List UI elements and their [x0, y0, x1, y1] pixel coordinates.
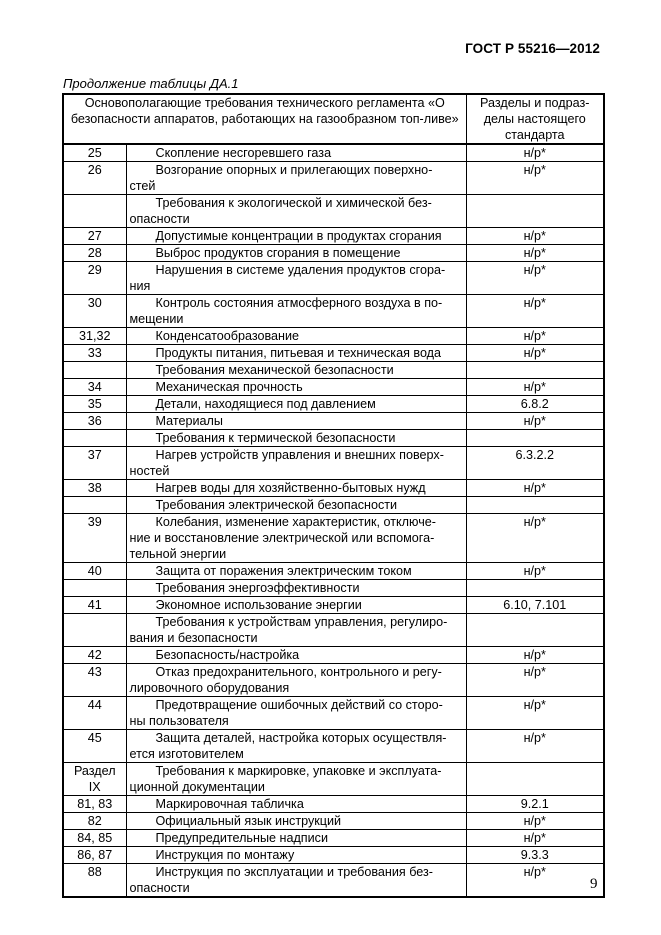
requirement-line: [130, 379, 463, 395]
clause-number: [63, 597, 126, 614]
requirement-line-text: Требования к термической безопасности: [155, 431, 396, 445]
table-row: [63, 514, 604, 563]
requirement-line: [130, 245, 463, 261]
standard-section-ref: 6.8.2: [466, 396, 604, 413]
clause-number: [63, 647, 126, 664]
requirement-line-text: Требования к экологической и химической без-: [155, 196, 432, 210]
table-row: [63, 480, 604, 497]
table-row: [63, 813, 604, 830]
clause-number: [63, 847, 126, 864]
standard-section-ref: [466, 430, 604, 447]
standard-section-ref: н/р*: [466, 413, 604, 430]
standard-section-ref: н/р*: [466, 730, 604, 763]
table-row: [63, 262, 604, 295]
requirement-line-text: Колебания, изменение характеристик, отключе-: [155, 515, 436, 529]
requirement-line: [130, 647, 463, 663]
table-row: [63, 362, 604, 379]
table-row: [63, 295, 604, 328]
clause-number-text: 26: [87, 163, 102, 177]
page-number: 9: [590, 876, 598, 892]
requirement-line: [130, 614, 463, 630]
table-row: [63, 345, 604, 362]
requirement-line: [130, 345, 463, 361]
clause-number-text: 37: [87, 448, 102, 462]
table-row: [63, 697, 604, 730]
requirement-line-text: Официальный язык инструкций: [155, 814, 342, 828]
table-row: [63, 195, 604, 228]
clause-number: [63, 195, 126, 228]
requirement-line-text: Детали, находящиеся под давлением: [155, 397, 376, 411]
standard-section-ref: 9.2.1: [466, 796, 604, 813]
standard-section-ref: н/р*: [466, 697, 604, 730]
requirement-line: ностей: [129, 464, 170, 478]
requirement-line-text: Конденсатообразование: [155, 329, 300, 343]
document-id: ГОСТ Р 55216—2012: [465, 41, 600, 56]
requirement-line-text: Требования к устройствам управления, регулиро-: [155, 615, 448, 629]
clause-number: [63, 379, 126, 396]
requirement-text: [126, 245, 466, 262]
requirement-text: [126, 847, 466, 864]
table-row: [63, 228, 604, 245]
table-row: [63, 647, 604, 664]
clause-number: [63, 664, 126, 697]
table-row: [63, 379, 604, 396]
requirement-line: [130, 730, 463, 746]
table-row: [63, 763, 604, 796]
requirement-line: [130, 396, 463, 412]
standard-section-ref: [466, 763, 604, 796]
standard-section-ref: н/р*: [466, 514, 604, 563]
table-row: [63, 730, 604, 763]
requirement-line: [130, 413, 463, 429]
requirement-line-text: Требования энергоэффективности: [155, 581, 360, 595]
standard-section-ref: н/р*: [466, 262, 604, 295]
clause-number-text: 81, 83: [77, 797, 113, 811]
clause-number: [63, 614, 126, 647]
requirement-text: [126, 647, 466, 664]
standard-section-ref: н/р*: [466, 813, 604, 830]
standard-section-ref: н/р*: [466, 162, 604, 195]
requirement-text: [126, 664, 466, 697]
requirement-line-text: Материалы: [155, 414, 223, 428]
table-row: [63, 497, 604, 514]
standard-section-ref: н/р*: [466, 328, 604, 345]
table-row: [63, 413, 604, 430]
clause-number-text: 27: [87, 229, 102, 243]
clause-number: [63, 830, 126, 847]
clause-number: [63, 345, 126, 362]
requirement-line: [130, 447, 463, 463]
header-sections: [466, 94, 604, 144]
requirement-text: [126, 447, 466, 480]
table-row: [63, 664, 604, 697]
table-row: [63, 447, 604, 480]
requirement-text: [126, 796, 466, 813]
clause-number: [63, 697, 126, 730]
clause-number: [63, 563, 126, 580]
requirement-text: [126, 480, 466, 497]
header-line: делы настоящего: [483, 112, 586, 126]
table-row: [63, 396, 604, 413]
standard-section-ref: н/р*: [466, 647, 604, 664]
requirement-line: [130, 697, 463, 713]
requirement-line: ционной документации: [129, 780, 265, 794]
header-line: Разделы и подраз-: [480, 96, 590, 110]
table-row: [63, 847, 604, 864]
requirement-line-text: Требования электрической безопасности: [155, 498, 398, 512]
clause-number: [63, 295, 126, 328]
requirement-line: [130, 813, 463, 829]
clause-number-text: 82: [87, 814, 102, 828]
clause-number-text: 29: [87, 263, 102, 277]
requirement-text: [126, 864, 466, 898]
clause-number: [63, 447, 126, 480]
requirement-line: [130, 195, 463, 211]
requirement-line-text: Нагрев воды для хозяйственно-бытовых нужд: [155, 481, 426, 495]
requirement-line-text: Экономное использование энергии: [155, 598, 362, 612]
clause-number: [63, 813, 126, 830]
clause-number: [63, 480, 126, 497]
standard-section-ref: н/р*: [466, 295, 604, 328]
header-requirements: [63, 94, 466, 144]
requirement-text: [126, 413, 466, 430]
requirement-text: [126, 262, 466, 295]
requirement-text: [126, 497, 466, 514]
standard-section-ref: н/р*: [466, 563, 604, 580]
table-row: [63, 864, 604, 898]
requirement-line: [130, 262, 463, 278]
table-row: [63, 597, 604, 614]
requirement-text: [126, 328, 466, 345]
requirement-line-text: Защита от поражения электрическим током: [155, 564, 412, 578]
requirement-text: [126, 614, 466, 647]
requirement-line-text: Инструкция по монтажу: [155, 848, 295, 862]
clause-number-text: 84, 85: [77, 831, 113, 845]
standard-section-ref: 6.10, 7.101: [466, 597, 604, 614]
standard-section-ref: н/р*: [466, 864, 604, 898]
clause-number: [63, 413, 126, 430]
clause-number-text: 45: [87, 731, 102, 745]
clause-number: [63, 730, 126, 763]
clause-number-text: Раздел IX: [73, 764, 116, 794]
requirement-line: [130, 597, 463, 613]
requirements-table: [62, 93, 605, 898]
requirement-line: стей: [129, 179, 156, 193]
clause-number-text: 88: [87, 865, 102, 879]
clause-number: [63, 162, 126, 195]
clause-number-text: 36: [87, 414, 102, 428]
clause-number: [63, 228, 126, 245]
clause-number-text: 44: [87, 698, 102, 712]
requirement-line: мещении: [129, 312, 184, 326]
requirement-line-text: Маркировочная табличка: [155, 797, 304, 811]
requirement-text: [126, 597, 466, 614]
requirement-line-text: Предотвращение ошибочных действий со сторо-: [155, 698, 443, 712]
table-header-row: [63, 94, 604, 144]
requirement-line: [130, 162, 463, 178]
requirement-text: [126, 396, 466, 413]
requirement-text: [126, 430, 466, 447]
table-caption: Продолжение таблицы ДА.1: [63, 76, 239, 91]
clause-number: [63, 328, 126, 345]
requirement-text: [126, 144, 466, 162]
table-row: [63, 144, 604, 162]
requirement-text: [126, 295, 466, 328]
clause-number: [63, 497, 126, 514]
standard-section-ref: н/р*: [466, 245, 604, 262]
requirement-line-text: Выброс продуктов сгорания в помещение: [155, 246, 401, 260]
requirement-text: [126, 345, 466, 362]
requirement-text: [126, 379, 466, 396]
clause-number-text: 38: [87, 481, 102, 495]
requirement-text: [126, 763, 466, 796]
clause-number-text: 42: [87, 648, 102, 662]
standard-section-ref: н/р*: [466, 144, 604, 162]
requirement-line: [130, 328, 463, 344]
requirement-line-text: Контроль состояния атмосферного воздуха в по-: [155, 296, 443, 310]
clause-number: [63, 430, 126, 447]
requirement-line: [130, 430, 463, 446]
requirement-line-text: Требования механической безопасности: [155, 363, 394, 377]
requirement-line: ны пользователя: [129, 714, 229, 728]
clause-number-text: 31,32: [78, 329, 111, 343]
requirement-text: [126, 195, 466, 228]
header-line: стандарта: [504, 128, 565, 142]
standard-section-ref: н/р*: [466, 664, 604, 697]
requirement-line: опасности: [129, 212, 190, 226]
requirement-line-text: Допустимые концентрации в продуктах сгорания: [155, 229, 442, 243]
table-row: [63, 162, 604, 195]
requirement-line-text: Требования к маркировке, упаковке и эксплуата-: [155, 764, 442, 778]
standard-section-ref: н/р*: [466, 480, 604, 497]
table-row: [63, 580, 604, 597]
clause-number: [63, 262, 126, 295]
clause-number-text: 41: [87, 598, 102, 612]
clause-number-text: 25: [87, 146, 102, 160]
requirement-line: [130, 145, 463, 161]
table-row: [63, 328, 604, 345]
table-row: [63, 830, 604, 847]
requirement-text: [126, 697, 466, 730]
clause-number-text: 28: [87, 246, 102, 260]
standard-section-ref: [466, 614, 604, 647]
requirement-line: опасности: [129, 881, 190, 895]
requirement-line: [130, 580, 463, 596]
clause-number: [63, 144, 126, 162]
clause-number: [63, 396, 126, 413]
standard-section-ref: н/р*: [466, 345, 604, 362]
table-row: [63, 614, 604, 647]
requirement-line-text: Предупредительные надписи: [155, 831, 328, 845]
requirement-line: лировочного оборудования: [129, 681, 290, 695]
requirement-text: [126, 162, 466, 195]
requirement-text: [126, 514, 466, 563]
table-row: [63, 245, 604, 262]
clause-number: [63, 864, 126, 898]
requirement-line-text: Нагрев устройств управления и внешних поверх-: [155, 448, 444, 462]
requirement-line: [130, 796, 463, 812]
clause-number: [63, 245, 126, 262]
requirement-line: тельной энергии: [129, 547, 227, 561]
requirement-line-text: Инструкция по эксплуатации и требования без-: [155, 865, 433, 879]
header-requirements-text: Основополагающие требования технического регламента «О безопасности аппаратов, работающих на газообразном топ-ливе»: [70, 96, 459, 126]
clause-number-text: 40: [87, 564, 102, 578]
standard-section-ref: [466, 362, 604, 379]
requirement-text: [126, 228, 466, 245]
table-row: [63, 430, 604, 447]
requirement-line: [130, 563, 463, 579]
requirement-line: [130, 514, 463, 530]
requirement-text: [126, 563, 466, 580]
requirement-text: [126, 813, 466, 830]
requirement-line-text: Отказ предохранительного, контрольного и регу-: [155, 665, 442, 679]
requirement-line-text: Продукты питания, питьевая и техническая вода: [155, 346, 442, 360]
requirement-line: [130, 228, 463, 244]
requirement-line: [130, 830, 463, 846]
clause-number-text: 34: [87, 380, 102, 394]
requirement-line-text: Безопасность/настройка: [155, 648, 300, 662]
requirement-line: [130, 295, 463, 311]
requirement-line: вания и безопасности: [129, 631, 258, 645]
clause-number: [63, 514, 126, 563]
requirement-text: [126, 362, 466, 379]
standard-section-ref: н/р*: [466, 830, 604, 847]
clause-number-text: 30: [87, 296, 102, 310]
clause-number-text: 86, 87: [77, 848, 113, 862]
table-row: [63, 563, 604, 580]
standard-section-ref: [466, 497, 604, 514]
clause-number-text: 33: [87, 346, 102, 360]
standard-section-ref: н/р*: [466, 228, 604, 245]
requirement-line: ется изготовителем: [129, 747, 244, 761]
requirement-line: [130, 864, 463, 880]
requirement-line: [130, 497, 463, 513]
requirement-text: [126, 730, 466, 763]
standard-section-ref: [466, 580, 604, 597]
requirement-line-text: Механическая прочность: [155, 380, 303, 394]
clause-number: [63, 580, 126, 597]
standard-section-ref: н/р*: [466, 379, 604, 396]
requirement-line: [130, 847, 463, 863]
requirement-text: [126, 580, 466, 597]
clause-number: [63, 763, 126, 796]
requirement-line: [130, 664, 463, 680]
requirement-line-text: Скопление несгоревшего газа: [155, 146, 332, 160]
requirement-line: ние и восстановление электрической или вспомога-: [129, 531, 435, 545]
clause-number: [63, 796, 126, 813]
requirement-line: [130, 362, 463, 378]
requirement-line: [130, 480, 463, 496]
requirement-line-text: Нарушения в системе удаления продуктов сгора-: [155, 263, 446, 277]
clause-number: [63, 362, 126, 379]
requirement-line-text: Защита деталей, настройка которых осуществля-: [155, 731, 447, 745]
clause-number-text: 35: [87, 397, 102, 411]
standard-section-ref: [466, 195, 604, 228]
standard-section-ref: 6.3.2.2: [466, 447, 604, 480]
requirement-line-text: Возгорание опорных и прилегающих поверхно-: [155, 163, 433, 177]
table-row: [63, 796, 604, 813]
requirement-text: [126, 830, 466, 847]
requirement-line: [130, 763, 463, 779]
requirement-line: ния: [129, 279, 151, 293]
clause-number-text: 43: [87, 665, 102, 679]
clause-number-text: 39: [87, 515, 102, 529]
standard-section-ref: 9.3.3: [466, 847, 604, 864]
